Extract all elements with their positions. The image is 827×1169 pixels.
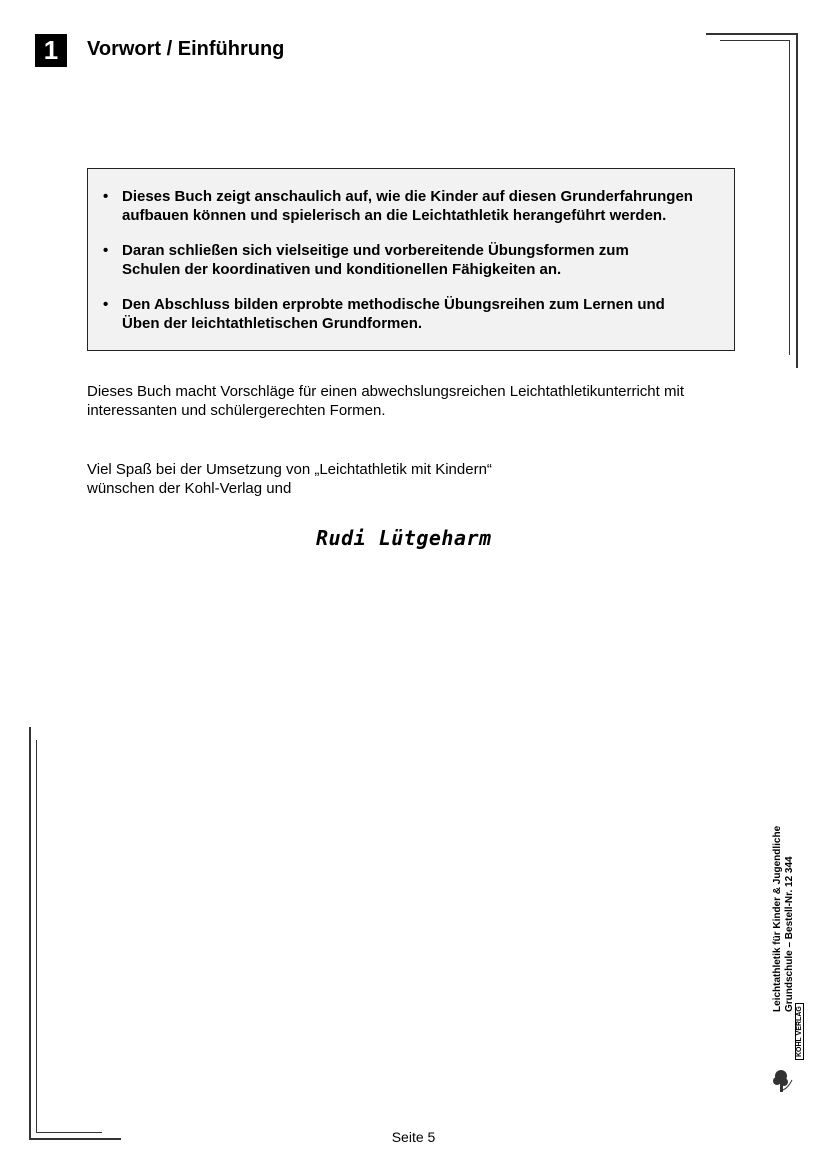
summary-box <box>87 168 735 351</box>
frame-line-top-right-h1 <box>706 33 796 35</box>
publisher-logo-text: KOHL VERLAG <box>795 1003 804 1060</box>
frame-line-top-right-v1 <box>796 33 798 368</box>
chapter-number-badge: 1 <box>35 34 67 67</box>
page-number: Seite 5 <box>391 1129 436 1145</box>
signature: Rudi Lütgeharm <box>316 526 492 550</box>
list-item: • Daran schließen sich vielseitige und vorbereitende Übungsformen zum Schulen der koordinativen und konditionellen Fähigkeiten an. <box>122 241 726 279</box>
page-title: Vorwort / Einführung <box>87 38 285 60</box>
frame-line-bottom-left-v2 <box>36 740 37 1133</box>
intro-paragraph: Dieses Buch macht Vorschläge für einen abwechslungsreichen Leichtathletikunterricht mit interessanten und schülergerechten Formen. <box>87 383 684 419</box>
list-item: • Dieses Buch zeigt anschaulich auf, wie die Kinder auf diesen Grunderfahrungen aufbauen können und spielerisch an die Leichtathletik herangeführt werden. <box>122 187 726 225</box>
frame-line-top-right-v2 <box>789 40 790 355</box>
book-info-vertical: Leichtathletik für Kinder & Jugendliche Grundschule – Bestell-Nr. 12 344 <box>772 825 795 1012</box>
closing-paragraph: Viel Spaß bei der Umsetzung von „Leichtathletik mit Kindern“ wünschen der Kohl-Verlag und <box>87 461 492 497</box>
frame-line-top-right-h2 <box>720 40 790 41</box>
frame-line-bottom-left-v1 <box>29 727 31 1140</box>
tree-logo-icon <box>772 1068 794 1094</box>
list-item: • Den Abschluss bilden erprobte methodische Übungsreihen zum Lernen und Üben der leichtathletischen Grundformen. <box>122 295 726 333</box>
bullet-list <box>88 169 734 333</box>
